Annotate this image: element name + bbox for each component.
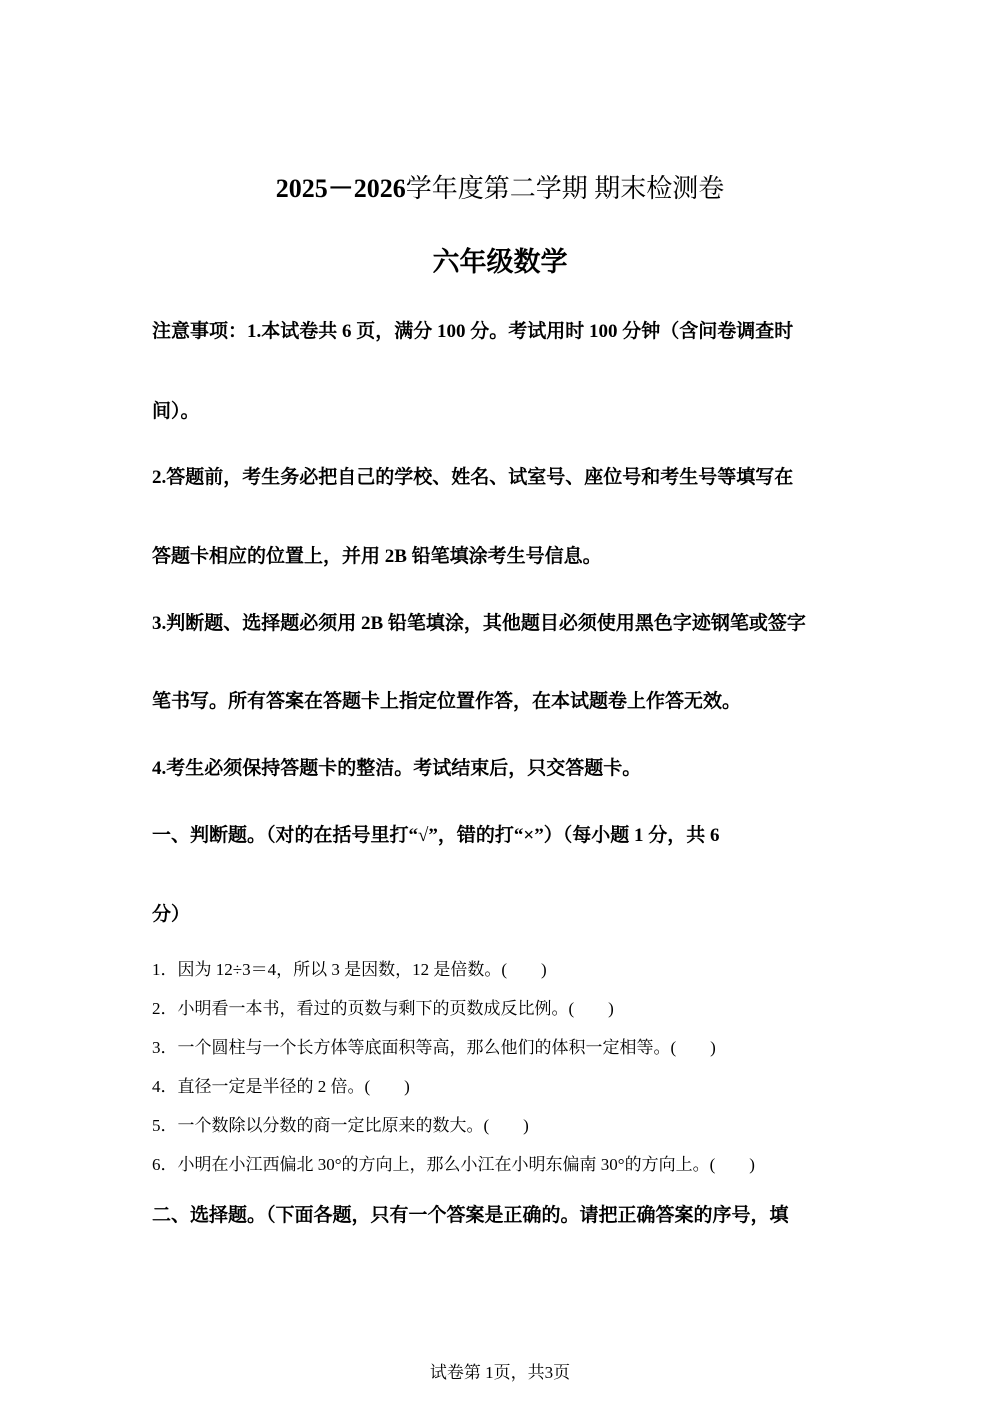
page-footer: 试卷第 1页，共3页 (429, 1363, 571, 1382)
exam-title (0, 168, 1000, 205)
exam-subtitle: 六年级数学 (432, 247, 568, 277)
notice-line-3a: 3.判断题、选择题必须用 2B 铅笔填涂，其他题目必须使用黑色字迹钢笔或签字 (152, 613, 806, 634)
question-2: 2．小明看一本书，看过的页数与剩下的页数成反比例。( ) (152, 999, 614, 1018)
section1-heading-cont: 分） (152, 904, 191, 925)
question-6: 6．小明在小江西偏北 30°的方向上，那么小江在小明东偏南 30°的方向上。( ) (152, 1155, 755, 1174)
notice-line-1b: 间）。 (152, 401, 200, 422)
section2-heading: 二、选择题。（下面各题，只有一个答案是正确的。请把正确答案的序号，填 (152, 1205, 789, 1226)
notice-line-2a: 2.答题前，考生务必把自己的学校、姓名、试室号、座位号和考生号等填写在 (152, 467, 794, 488)
question-5: 5．一个数除以分数的商一定比原来的数大。( ) (152, 1116, 529, 1135)
notice-line-2b: 答题卡相应的位置上，并用 2B 铅笔填涂考生号信息。 (152, 546, 602, 567)
notice-line-3b: 笔书写。所有答案在答题卡上指定位置作答，在本试题卷上作答无效。 (152, 691, 742, 712)
section1-heading: 一、判断题。（对的在括号里打“√”，错的打“×”）（每小题 1 分，共 6 (152, 825, 720, 846)
exam-title-text: 学年度第二学期 期末检测卷 (405, 174, 725, 203)
notice-line-1a: 注意事项：1.本试卷共 6 页，满分 100 分。考试用时 100 分钟（含问卷调查时 (152, 321, 794, 342)
question-4: 4．直径一定是半径的 2 倍。( ) (152, 1077, 410, 1096)
exam-title-years: 2025－2026 (275, 174, 406, 203)
notice-line-4: 4.考生必须保持答题卡的整洁。考试结束后，只交答题卡。 (152, 758, 642, 779)
question-1: 1．因为 12÷3＝4，所以 3 是因数，12 是倍数。( ) (152, 960, 547, 979)
question-3: 3．一个圆柱与一个长方体等底面积等高，那么他们的体积一定相等。( ) (152, 1038, 716, 1057)
